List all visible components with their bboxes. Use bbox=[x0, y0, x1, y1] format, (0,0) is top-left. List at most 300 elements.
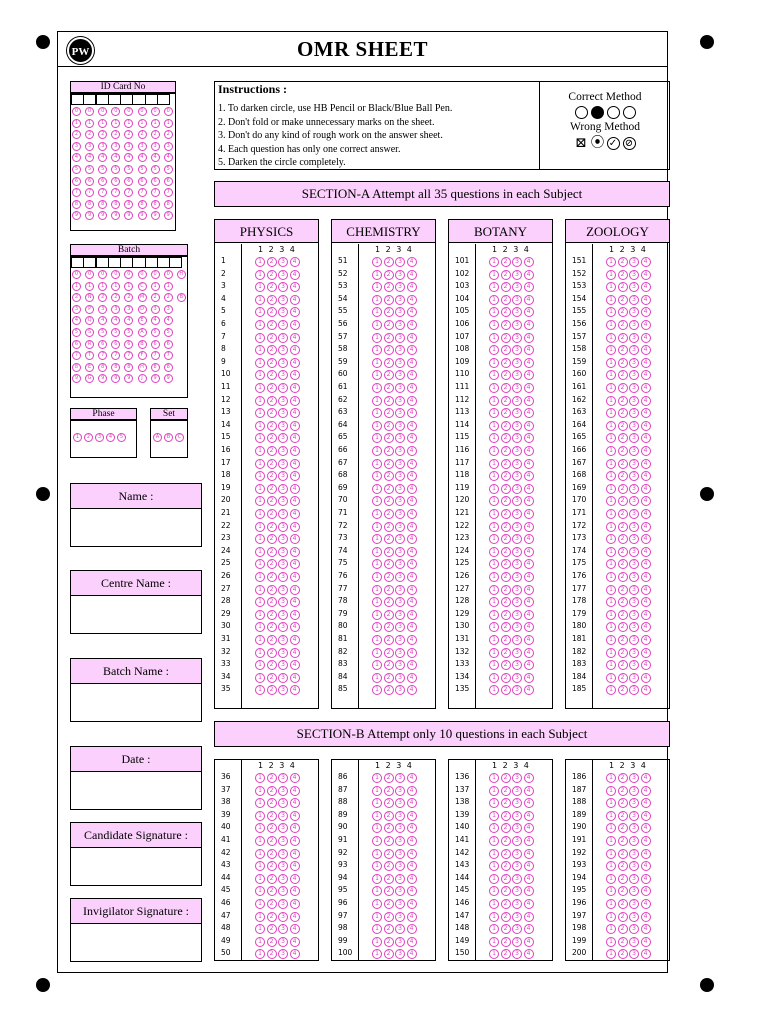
answer-bubble[interactable]: 2 bbox=[618, 509, 628, 519]
answer-bubble[interactable]: 2 bbox=[384, 585, 394, 595]
answer-bubble[interactable]: 3 bbox=[395, 836, 405, 846]
set-bubble[interactable]: C bbox=[175, 433, 184, 442]
answer-bubble[interactable]: 1 bbox=[372, 610, 382, 620]
answer-bubble[interactable]: 4 bbox=[524, 924, 534, 934]
id-digit-bubble[interactable]: 9 bbox=[111, 211, 120, 220]
answer-bubble[interactable]: 1 bbox=[606, 433, 616, 443]
answer-bubble[interactable]: 2 bbox=[384, 673, 394, 683]
answer-bubble[interactable]: 1 bbox=[255, 509, 265, 519]
answer-bubble[interactable]: 2 bbox=[267, 823, 277, 833]
answer-bubble[interactable]: 3 bbox=[629, 836, 639, 846]
answer-bubble[interactable]: 2 bbox=[501, 522, 511, 532]
answer-bubble[interactable]: 1 bbox=[372, 585, 382, 595]
answer-bubble[interactable]: 4 bbox=[641, 937, 651, 947]
answer-bubble[interactable]: 4 bbox=[407, 622, 417, 632]
answer-bubble[interactable]: 3 bbox=[395, 282, 405, 292]
answer-bubble[interactable]: 4 bbox=[290, 685, 300, 695]
answer-bubble[interactable]: 1 bbox=[489, 849, 499, 859]
answer-bubble[interactable]: 3 bbox=[512, 345, 522, 355]
id-digit-bubble[interactable]: 9 bbox=[138, 211, 147, 220]
answer-bubble[interactable]: 3 bbox=[512, 786, 522, 796]
answer-bubble[interactable]: 2 bbox=[501, 534, 511, 544]
batch-bubble[interactable]: 1 bbox=[111, 282, 120, 291]
answer-bubble[interactable]: 1 bbox=[489, 912, 499, 922]
id-digit-bubble[interactable]: 8 bbox=[124, 200, 133, 209]
answer-bubble[interactable]: 1 bbox=[255, 408, 265, 418]
id-digit-bubble[interactable]: 1 bbox=[111, 119, 120, 128]
answer-bubble[interactable]: 2 bbox=[384, 937, 394, 947]
answer-bubble[interactable]: 2 bbox=[267, 773, 277, 783]
answer-bubble[interactable]: 3 bbox=[278, 295, 288, 305]
answer-bubble[interactable]: 2 bbox=[618, 635, 628, 645]
answer-bubble[interactable]: 3 bbox=[278, 660, 288, 670]
set-bubble[interactable]: B bbox=[164, 433, 173, 442]
id-digit-bubble[interactable]: 1 bbox=[164, 119, 173, 128]
answer-bubble[interactable]: 3 bbox=[278, 459, 288, 469]
answer-bubble[interactable]: 2 bbox=[384, 559, 394, 569]
answer-bubble[interactable]: 3 bbox=[395, 773, 405, 783]
answer-bubble[interactable]: 4 bbox=[641, 358, 651, 368]
answer-bubble[interactable]: 3 bbox=[278, 307, 288, 317]
id-digit-bubble[interactable]: 8 bbox=[164, 200, 173, 209]
answer-bubble[interactable]: 1 bbox=[255, 685, 265, 695]
answer-bubble[interactable]: 2 bbox=[267, 547, 277, 557]
answer-bubble[interactable]: 1 bbox=[255, 937, 265, 947]
answer-bubble[interactable]: 1 bbox=[372, 421, 382, 431]
answer-bubble[interactable]: 3 bbox=[512, 496, 522, 506]
answer-bubble[interactable]: 2 bbox=[384, 811, 394, 821]
batch-cell[interactable] bbox=[157, 257, 170, 268]
id-digit-bubble[interactable]: 6 bbox=[72, 177, 81, 186]
batch-cell[interactable] bbox=[169, 257, 182, 268]
answer-bubble[interactable]: 2 bbox=[267, 924, 277, 934]
answer-bubble[interactable]: 3 bbox=[512, 886, 522, 896]
answer-bubble[interactable]: 3 bbox=[512, 509, 522, 519]
answer-bubble[interactable]: 3 bbox=[395, 547, 405, 557]
answer-bubble[interactable]: 1 bbox=[606, 622, 616, 632]
answer-bubble[interactable]: 2 bbox=[618, 471, 628, 481]
name-field[interactable] bbox=[70, 483, 202, 547]
answer-bubble[interactable]: 3 bbox=[395, 383, 405, 393]
answer-bubble[interactable]: 1 bbox=[372, 433, 382, 443]
answer-bubble[interactable]: 4 bbox=[524, 811, 534, 821]
answer-bubble[interactable]: 1 bbox=[255, 484, 265, 494]
answer-bubble[interactable]: 2 bbox=[501, 874, 511, 884]
answer-bubble[interactable]: 1 bbox=[489, 811, 499, 821]
answer-bubble[interactable]: 2 bbox=[501, 924, 511, 934]
answer-bubble[interactable]: 4 bbox=[524, 685, 534, 695]
batch-bubble[interactable]: 7 bbox=[111, 351, 120, 360]
answer-bubble[interactable]: 3 bbox=[395, 370, 405, 380]
answer-bubble[interactable]: 4 bbox=[407, 295, 417, 305]
answer-bubble[interactable]: 2 bbox=[384, 836, 394, 846]
answer-bubble[interactable]: 1 bbox=[255, 358, 265, 368]
phase-bubble[interactable]: 4 bbox=[106, 433, 115, 442]
answer-bubble[interactable]: 3 bbox=[395, 685, 405, 695]
batch-cell[interactable] bbox=[145, 257, 158, 268]
answer-bubble[interactable]: 3 bbox=[512, 811, 522, 821]
answer-bubble[interactable]: 2 bbox=[618, 547, 628, 557]
answer-bubble[interactable]: 1 bbox=[489, 370, 499, 380]
id-digit-bubble[interactable]: 0 bbox=[111, 107, 120, 116]
answer-bubble[interactable]: 4 bbox=[641, 522, 651, 532]
answer-bubble[interactable]: 2 bbox=[618, 673, 628, 683]
phase-bubble[interactable]: 5 bbox=[117, 433, 126, 442]
batch-bubble[interactable]: 4 bbox=[151, 316, 160, 325]
phase-bubble[interactable]: 3 bbox=[95, 433, 104, 442]
answer-bubble[interactable]: 3 bbox=[629, 610, 639, 620]
answer-bubble[interactable]: 1 bbox=[372, 886, 382, 896]
answer-bubble[interactable]: 2 bbox=[501, 836, 511, 846]
answer-bubble[interactable]: 1 bbox=[255, 597, 265, 607]
answer-bubble[interactable]: 3 bbox=[512, 522, 522, 532]
answer-bubble[interactable]: 4 bbox=[524, 421, 534, 431]
answer-bubble[interactable]: 2 bbox=[267, 270, 277, 280]
answer-bubble[interactable]: 3 bbox=[512, 307, 522, 317]
answer-bubble[interactable]: 3 bbox=[512, 585, 522, 595]
answer-bubble[interactable]: 2 bbox=[618, 924, 628, 934]
answer-bubble[interactable]: 3 bbox=[395, 320, 405, 330]
answer-bubble[interactable]: 3 bbox=[278, 685, 288, 695]
answer-bubble[interactable]: 1 bbox=[372, 459, 382, 469]
answer-bubble[interactable]: 3 bbox=[278, 773, 288, 783]
answer-bubble[interactable]: 3 bbox=[629, 786, 639, 796]
id-digit-bubble[interactable]: 4 bbox=[72, 153, 81, 162]
answer-bubble[interactable]: 1 bbox=[372, 509, 382, 519]
answer-bubble[interactable]: 1 bbox=[489, 773, 499, 783]
answer-bubble[interactable]: 2 bbox=[501, 383, 511, 393]
answer-bubble[interactable]: 2 bbox=[618, 496, 628, 506]
answer-bubble[interactable]: 3 bbox=[629, 949, 639, 959]
answer-bubble[interactable]: 1 bbox=[489, 597, 499, 607]
answer-bubble[interactable]: 1 bbox=[255, 433, 265, 443]
answer-bubble[interactable]: 2 bbox=[618, 559, 628, 569]
answer-bubble[interactable]: 3 bbox=[278, 345, 288, 355]
answer-bubble[interactable]: 3 bbox=[512, 270, 522, 280]
answer-bubble[interactable]: 3 bbox=[278, 534, 288, 544]
answer-bubble[interactable]: 4 bbox=[290, 307, 300, 317]
batch-bubble[interactable]: 7 bbox=[98, 351, 107, 360]
answer-bubble[interactable]: 3 bbox=[629, 484, 639, 494]
answer-bubble[interactable]: 4 bbox=[524, 559, 534, 569]
answer-bubble[interactable]: 1 bbox=[255, 849, 265, 859]
answer-bubble[interactable]: 1 bbox=[255, 811, 265, 821]
answer-bubble[interactable]: 1 bbox=[372, 270, 382, 280]
batch-entry-cells[interactable] bbox=[71, 257, 182, 268]
batch-bubble[interactable]: 2 bbox=[111, 293, 120, 302]
answer-bubble[interactable]: 3 bbox=[278, 836, 288, 846]
answer-bubble[interactable]: 4 bbox=[290, 937, 300, 947]
answer-bubble[interactable]: 2 bbox=[267, 886, 277, 896]
answer-bubble[interactable]: 2 bbox=[267, 522, 277, 532]
answer-bubble[interactable]: 1 bbox=[255, 345, 265, 355]
answer-bubble[interactable]: 3 bbox=[395, 509, 405, 519]
batch-cell[interactable] bbox=[71, 257, 84, 268]
answer-bubble[interactable]: 1 bbox=[372, 446, 382, 456]
answer-bubble[interactable]: 3 bbox=[629, 861, 639, 871]
id-digit-bubble[interactable]: 7 bbox=[85, 188, 94, 197]
answer-bubble[interactable]: 3 bbox=[395, 345, 405, 355]
answer-bubble[interactable]: 2 bbox=[618, 358, 628, 368]
answer-bubble[interactable]: 4 bbox=[641, 345, 651, 355]
batch-bubble[interactable]: 2 bbox=[72, 293, 81, 302]
answer-bubble[interactable]: 1 bbox=[489, 522, 499, 532]
answer-bubble[interactable]: 2 bbox=[618, 886, 628, 896]
answer-bubble[interactable]: 1 bbox=[372, 949, 382, 959]
answer-bubble[interactable]: 1 bbox=[255, 874, 265, 884]
answer-bubble[interactable]: 3 bbox=[278, 282, 288, 292]
answer-bubble[interactable]: 2 bbox=[267, 295, 277, 305]
answer-bubble[interactable]: 3 bbox=[278, 823, 288, 833]
answer-bubble[interactable]: 1 bbox=[606, 484, 616, 494]
answer-bubble[interactable]: 1 bbox=[606, 295, 616, 305]
answer-bubble[interactable]: 4 bbox=[524, 610, 534, 620]
answer-bubble[interactable]: 4 bbox=[524, 547, 534, 557]
batch-bubble[interactable]: 5 bbox=[72, 328, 81, 337]
answer-bubble[interactable]: 3 bbox=[629, 773, 639, 783]
batch-bubble[interactable]: 3 bbox=[124, 305, 133, 314]
answer-bubble[interactable]: 3 bbox=[278, 333, 288, 343]
answer-bubble[interactable]: 2 bbox=[267, 648, 277, 658]
answer-bubble[interactable]: 4 bbox=[641, 433, 651, 443]
id-digit-bubble[interactable]: 6 bbox=[98, 177, 107, 186]
answer-bubble[interactable]: 1 bbox=[372, 257, 382, 267]
answer-bubble[interactable]: 4 bbox=[524, 949, 534, 959]
answer-bubble[interactable]: 3 bbox=[629, 622, 639, 632]
answer-bubble[interactable]: 3 bbox=[395, 823, 405, 833]
answer-bubble[interactable]: 3 bbox=[629, 496, 639, 506]
answer-bubble[interactable]: 4 bbox=[524, 912, 534, 922]
answer-bubble[interactable]: 1 bbox=[606, 559, 616, 569]
batch-bubble[interactable]: 9 bbox=[124, 374, 133, 383]
answer-bubble[interactable]: 2 bbox=[384, 408, 394, 418]
id-digit-cell[interactable] bbox=[83, 94, 96, 105]
answer-bubble[interactable]: 1 bbox=[255, 534, 265, 544]
answer-bubble[interactable]: 1 bbox=[372, 320, 382, 330]
answer-bubble[interactable]: 4 bbox=[290, 370, 300, 380]
batch-bubble[interactable]: 1 bbox=[85, 282, 94, 291]
answer-bubble[interactable]: 1 bbox=[372, 383, 382, 393]
answer-bubble[interactable]: 3 bbox=[629, 257, 639, 267]
answer-bubble[interactable]: 3 bbox=[395, 610, 405, 620]
answer-bubble[interactable]: 2 bbox=[384, 685, 394, 695]
answer-bubble[interactable]: 4 bbox=[407, 484, 417, 494]
answer-bubble[interactable]: 3 bbox=[629, 924, 639, 934]
id-digit-bubble[interactable]: 2 bbox=[164, 130, 173, 139]
batch-bubble[interactable]: N bbox=[85, 293, 94, 302]
answer-bubble[interactable]: 3 bbox=[278, 559, 288, 569]
answer-bubble[interactable]: 3 bbox=[512, 912, 522, 922]
batch-bubble[interactable]: 9 bbox=[151, 374, 160, 383]
answer-bubble[interactable]: 2 bbox=[618, 421, 628, 431]
answer-bubble[interactable]: 1 bbox=[606, 383, 616, 393]
answer-bubble[interactable]: 1 bbox=[372, 786, 382, 796]
answer-bubble[interactable]: 2 bbox=[501, 861, 511, 871]
batch-bubble[interactable]: A bbox=[138, 328, 147, 337]
set-bubbles[interactable] bbox=[153, 433, 184, 442]
answer-bubble[interactable]: 1 bbox=[255, 773, 265, 783]
answer-bubble[interactable]: 1 bbox=[255, 886, 265, 896]
answer-bubble[interactable]: 2 bbox=[618, 446, 628, 456]
answer-bubble[interactable]: 4 bbox=[641, 648, 651, 658]
answer-bubble[interactable]: 4 bbox=[407, 912, 417, 922]
answer-bubble[interactable]: 2 bbox=[618, 610, 628, 620]
answer-bubble[interactable]: 4 bbox=[407, 282, 417, 292]
answer-bubble[interactable]: 4 bbox=[524, 597, 534, 607]
answer-bubble[interactable]: 2 bbox=[267, 849, 277, 859]
answer-bubble[interactable]: 4 bbox=[524, 798, 534, 808]
answer-bubble[interactable]: 2 bbox=[384, 861, 394, 871]
answer-bubble[interactable]: 3 bbox=[395, 295, 405, 305]
answer-bubble[interactable]: 2 bbox=[501, 610, 511, 620]
answer-bubble[interactable]: 1 bbox=[606, 597, 616, 607]
answer-bubble[interactable]: 1 bbox=[255, 673, 265, 683]
answer-bubble[interactable]: 1 bbox=[372, 471, 382, 481]
answer-bubble[interactable]: 2 bbox=[384, 786, 394, 796]
answer-bubble[interactable]: 2 bbox=[501, 307, 511, 317]
answer-bubble[interactable]: 4 bbox=[290, 874, 300, 884]
answer-bubble[interactable]: 4 bbox=[641, 320, 651, 330]
invigilator-signature-field[interactable] bbox=[70, 898, 202, 962]
answer-bubble[interactable]: 1 bbox=[606, 408, 616, 418]
answer-bubble[interactable]: 4 bbox=[290, 849, 300, 859]
answer-bubble[interactable]: 4 bbox=[524, 345, 534, 355]
answer-bubble[interactable]: 1 bbox=[489, 257, 499, 267]
batch-bubble[interactable]: B bbox=[138, 340, 147, 349]
answer-bubble[interactable]: 2 bbox=[384, 899, 394, 909]
batch-bubble[interactable]: B bbox=[177, 293, 186, 302]
answer-bubble[interactable]: 4 bbox=[641, 610, 651, 620]
answer-bubble[interactable]: 2 bbox=[267, 496, 277, 506]
answer-bubble[interactable]: 4 bbox=[641, 257, 651, 267]
answer-bubble[interactable]: 4 bbox=[407, 547, 417, 557]
answer-bubble[interactable]: 3 bbox=[395, 648, 405, 658]
id-digit-bubble[interactable]: 3 bbox=[111, 142, 120, 151]
answer-bubble[interactable]: 2 bbox=[618, 534, 628, 544]
answer-bubble[interactable]: 3 bbox=[278, 496, 288, 506]
answer-bubble[interactable]: 1 bbox=[372, 635, 382, 645]
id-digit-bubble[interactable]: 0 bbox=[138, 107, 147, 116]
answer-bubble[interactable]: 4 bbox=[407, 383, 417, 393]
batch-bubble[interactable]: 0 bbox=[111, 270, 120, 279]
answer-bubble[interactable]: 3 bbox=[512, 559, 522, 569]
answer-bubble[interactable]: 3 bbox=[629, 307, 639, 317]
answer-bubble[interactable]: 2 bbox=[501, 396, 511, 406]
answer-bubble[interactable]: 2 bbox=[267, 811, 277, 821]
answer-bubble[interactable]: 3 bbox=[629, 635, 639, 645]
answer-bubble[interactable]: 3 bbox=[278, 433, 288, 443]
id-digit-bubble[interactable]: 7 bbox=[138, 188, 147, 197]
answer-bubble[interactable]: 1 bbox=[489, 899, 499, 909]
answer-bubble[interactable]: 4 bbox=[290, 484, 300, 494]
answer-bubble[interactable]: 2 bbox=[267, 899, 277, 909]
answer-bubble[interactable]: 3 bbox=[512, 421, 522, 431]
answer-bubble[interactable]: 3 bbox=[512, 433, 522, 443]
answer-bubble[interactable]: 3 bbox=[278, 610, 288, 620]
answer-bubble[interactable]: 3 bbox=[629, 899, 639, 909]
answer-bubble[interactable]: 4 bbox=[524, 635, 534, 645]
batch-bubble[interactable]: 5 bbox=[98, 328, 107, 337]
answer-bubble[interactable]: 3 bbox=[629, 370, 639, 380]
answer-bubble[interactable]: 2 bbox=[501, 270, 511, 280]
answer-bubble[interactable]: 4 bbox=[641, 899, 651, 909]
answer-bubble[interactable]: 4 bbox=[524, 446, 534, 456]
answer-bubble[interactable]: 4 bbox=[407, 849, 417, 859]
batch-bubble[interactable]: E bbox=[85, 363, 94, 372]
answer-bubble[interactable]: 2 bbox=[618, 597, 628, 607]
answer-bubble[interactable]: 2 bbox=[384, 333, 394, 343]
batch-bubble[interactable]: 6 bbox=[111, 340, 120, 349]
answer-bubble[interactable]: 2 bbox=[618, 270, 628, 280]
answer-bubble[interactable]: 2 bbox=[384, 660, 394, 670]
answer-bubble[interactable]: 2 bbox=[267, 358, 277, 368]
answer-bubble[interactable]: 3 bbox=[512, 534, 522, 544]
answer-bubble[interactable]: 3 bbox=[512, 610, 522, 620]
answer-bubble[interactable]: 4 bbox=[407, 660, 417, 670]
answer-bubble[interactable]: 3 bbox=[512, 685, 522, 695]
batch-bubble[interactable]: 0 bbox=[124, 270, 133, 279]
id-digit-bubble[interactable]: 4 bbox=[98, 153, 107, 162]
answer-bubble[interactable]: 4 bbox=[641, 295, 651, 305]
batch-bubble[interactable]: G bbox=[85, 374, 94, 383]
answer-bubble[interactable]: 2 bbox=[384, 345, 394, 355]
answer-bubble[interactable]: 2 bbox=[267, 370, 277, 380]
answer-bubble[interactable]: 1 bbox=[489, 585, 499, 595]
batch-cell[interactable] bbox=[96, 257, 109, 268]
id-digit-bubble[interactable]: 5 bbox=[164, 165, 173, 174]
answer-bubble[interactable]: 4 bbox=[524, 433, 534, 443]
answer-bubble[interactable]: 3 bbox=[395, 471, 405, 481]
answer-bubble[interactable]: 2 bbox=[267, 597, 277, 607]
answer-bubble[interactable]: 2 bbox=[501, 257, 511, 267]
answer-bubble[interactable]: 3 bbox=[629, 446, 639, 456]
answer-bubble[interactable]: 2 bbox=[384, 257, 394, 267]
answer-bubble[interactable]: 1 bbox=[372, 874, 382, 884]
answer-bubble[interactable]: 1 bbox=[372, 912, 382, 922]
batch-bubble[interactable]: J bbox=[138, 374, 147, 383]
answer-bubble[interactable]: 4 bbox=[290, 798, 300, 808]
answer-bubble[interactable]: 1 bbox=[489, 559, 499, 569]
answer-bubble[interactable]: 1 bbox=[372, 861, 382, 871]
batch-bubble[interactable]: 0 bbox=[164, 270, 173, 279]
answer-bubble[interactable]: 1 bbox=[606, 396, 616, 406]
answer-bubble[interactable]: 1 bbox=[255, 899, 265, 909]
answer-bubble[interactable]: 3 bbox=[512, 484, 522, 494]
batch-bubble[interactable]: 8 bbox=[124, 363, 133, 372]
answer-bubble[interactable]: 3 bbox=[395, 949, 405, 959]
id-digit-bubble[interactable]: 5 bbox=[72, 165, 81, 174]
answer-bubble[interactable]: 3 bbox=[512, 282, 522, 292]
answer-bubble[interactable]: 1 bbox=[489, 333, 499, 343]
answer-bubble[interactable]: 4 bbox=[290, 421, 300, 431]
answer-bubble[interactable]: 2 bbox=[384, 471, 394, 481]
answer-bubble[interactable]: 3 bbox=[278, 849, 288, 859]
answer-bubble[interactable]: 1 bbox=[606, 307, 616, 317]
answer-bubble[interactable]: 2 bbox=[267, 949, 277, 959]
answer-bubble[interactable]: 2 bbox=[384, 320, 394, 330]
id-digit-bubble[interactable]: 0 bbox=[164, 107, 173, 116]
answer-bubble[interactable]: 2 bbox=[618, 459, 628, 469]
answer-bubble[interactable]: 4 bbox=[524, 320, 534, 330]
answer-bubble[interactable]: 3 bbox=[512, 396, 522, 406]
id-digit-bubble[interactable]: 1 bbox=[85, 119, 94, 128]
id-digit-bubble[interactable]: 0 bbox=[98, 107, 107, 116]
answer-bubble[interactable]: 4 bbox=[524, 773, 534, 783]
answer-bubble[interactable]: 4 bbox=[407, 509, 417, 519]
answer-bubble[interactable]: 4 bbox=[641, 811, 651, 821]
answer-bubble[interactable]: 1 bbox=[255, 496, 265, 506]
answer-bubble[interactable]: 4 bbox=[641, 622, 651, 632]
